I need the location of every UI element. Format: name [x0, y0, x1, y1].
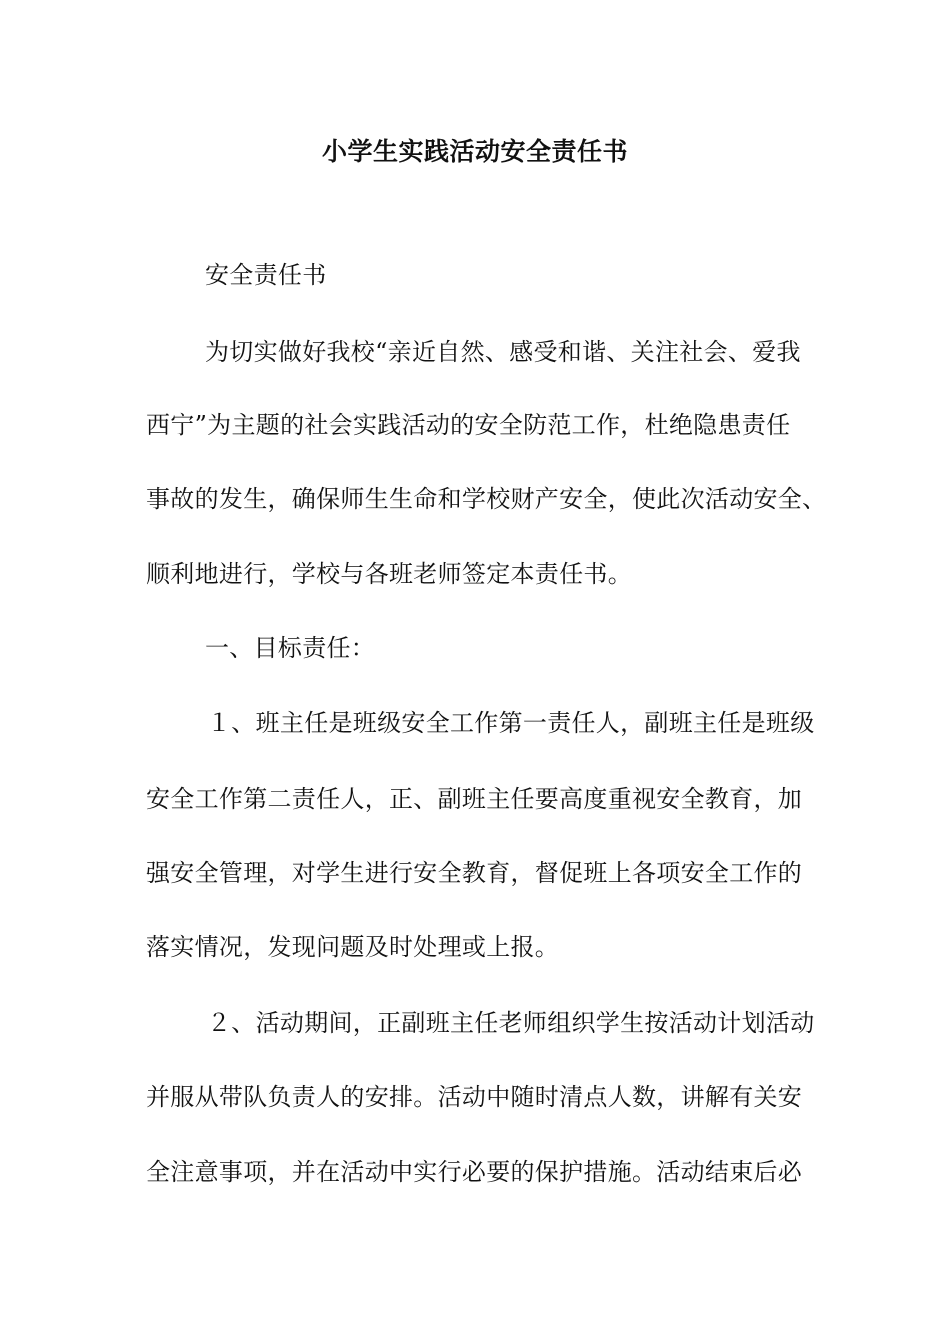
body-line: １、班主任是班级安全工作第一责任人，副班主任是班级 — [207, 709, 815, 737]
section-heading-goals: 一、目标责任： — [205, 634, 376, 662]
body-line: 并服从带队负责人的安排。活动中随时清点人数，讲解有关安 — [146, 1083, 803, 1111]
document-title: 小学生实践活动安全责任书 — [321, 137, 628, 166]
body-line: 强安全管理，对学生进行安全教育，督促班上各项安全工作的 — [146, 859, 803, 887]
body-line: ２、活动期间，正副班主任老师组织学生按活动计划活动 — [207, 1009, 815, 1037]
body-line: 安全工作第二责任人，正、副班主任要高度重视安全教育，加 — [146, 785, 803, 813]
body-line: 落实情况，发现问题及时处理或上报。 — [146, 933, 560, 961]
body-line: 为切实做好我校“亲近自然、感受和谐、关注社会、爱我 — [205, 338, 801, 366]
body-line: 顺利地进行，学校与各班老师签定本责任书。 — [146, 560, 632, 588]
paragraph-heading-safety-letter: 安全责任书 — [205, 261, 327, 289]
body-line: 事故的发生，确保师生生命和学校财产安全，使此次活动安全、 — [146, 485, 827, 513]
body-line: 西宁”为主题的社会实践活动的安全防范工作，杜绝隐患责任 — [146, 411, 791, 439]
body-line: 全注意事项，并在活动中实行必要的保护措施。活动结束后必 — [146, 1158, 803, 1186]
